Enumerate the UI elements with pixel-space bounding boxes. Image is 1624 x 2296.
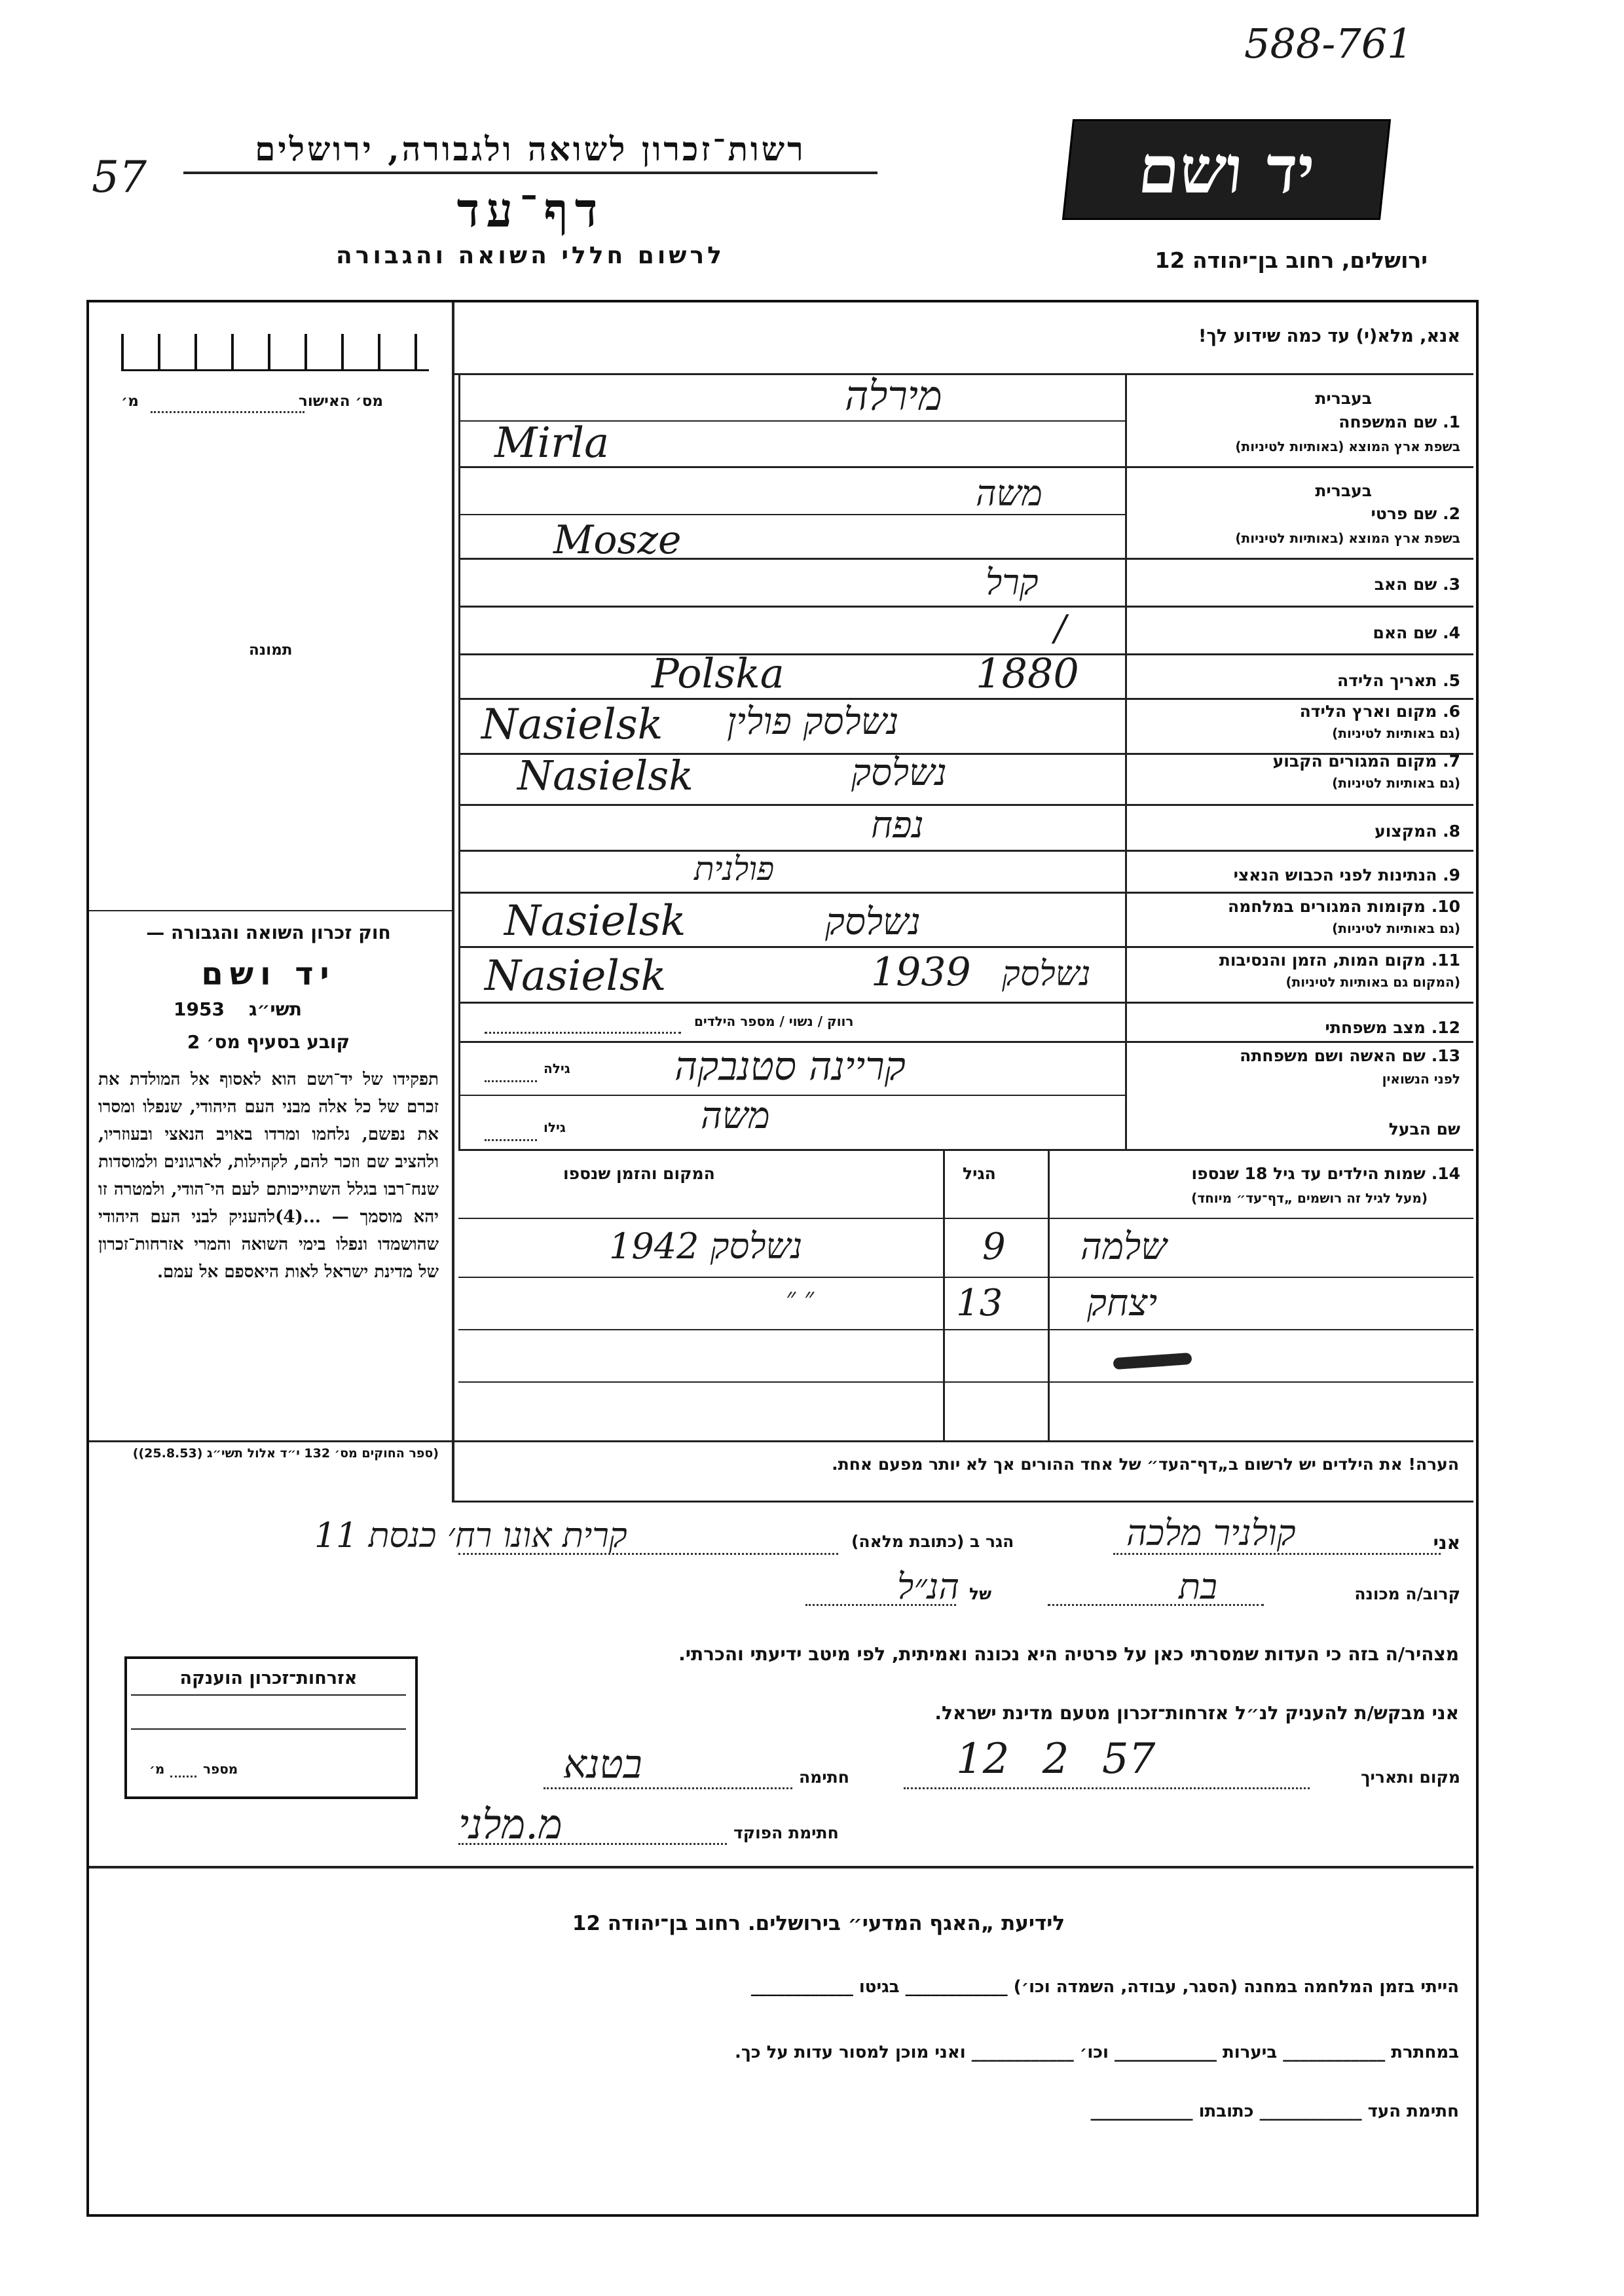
f11-line [458,1002,1473,1004]
f7-value-heb: נשלסק [851,752,947,794]
f12-options-line [485,1032,681,1034]
f4-line [458,653,1473,655]
law-block-top [89,910,452,911]
cert-no-suffix: מ׳ [121,393,139,410]
f11-value-heb: נשלסק [1002,955,1091,994]
f12-label: 12. מצב משפחתי [1325,1018,1460,1037]
law-title: חוק זכרון השואה והגבורה — [146,922,391,943]
cert-barcode [121,334,429,371]
relation-line [1048,1604,1264,1606]
date-value: 12 2 57 [956,1735,1156,1783]
address: ירושלים, רחוב בן־יהודה 12 [1154,247,1428,273]
relation-value: בת [1179,1566,1217,1607]
form-title: דף־עד [456,182,604,238]
children-label: 14. שמות הילדים עד גיל 18 שנספו [1191,1164,1460,1183]
of-line [805,1604,956,1606]
f10-line [458,946,1473,948]
f13-label: 13. שם האשה ושם משפחתה [1240,1046,1460,1065]
remark-bottom-line [452,1501,1473,1503]
f9-value: פולנית [694,850,775,888]
f1-latin-line [458,466,1473,468]
children-bottom-line [89,1440,1473,1442]
f6-value-heb: נשלסק פולין [727,701,899,743]
f9-label: 9. הנתינות לפני הכבוש הנאצי [1233,866,1460,884]
authority-line: רשות־זכרון לשואה ולגבורה, ירושלים [255,130,806,168]
citizenship-no-label: מספר [203,1761,238,1777]
citizenship-line-1 [131,1694,406,1696]
child-2-name: יצחק [1087,1282,1158,1324]
children-note: (מעל לגיל זה רושמים „דף־עד״ מיוחד) [1191,1190,1428,1206]
husband-value: משה [701,1095,770,1137]
f1-value-latin: Mirla [494,419,610,467]
f5-value: 1880 [976,649,1079,697]
data-box-right [1125,373,1127,1149]
f7-value-latin: Nasielsk [517,752,693,799]
cert-no-label: מס׳ האישור [299,393,383,410]
f6-value-latin-country: Polska [652,649,784,697]
child-2-place: ״ ״ [786,1283,815,1313]
f3-line [458,606,1473,608]
bottom-title: לידיעת „האגף המדעי״ בירושלים. רחוב בן־יהודה 12 [572,1912,1065,1935]
f12-line [458,1041,1473,1043]
f10-value-latin: Nasielsk [504,897,686,945]
f13-line [458,1095,1125,1096]
child-row-1-line [458,1277,1473,1278]
child-1-name: שלמה [1080,1226,1167,1268]
bottom-line-1: הייתי בזמן המלחמה במחנה (הסגר, עבודה, השמדה וכו׳) ____________ בגיטו ____________ [750,1977,1459,1997]
f5-line [458,698,1473,700]
f10-label: 10. מקומות המגורים במלחמה [1228,897,1460,916]
f1-latin-label: בשפת ארץ המוצא (באותיות לטיניות) [1235,439,1460,454]
official-sig-label: חתימת הפוקד [733,1823,839,1842]
children-header-line [458,1218,1473,1219]
children-col-1 [943,1149,945,1440]
f1-label: 1. שם המשפחה [1338,412,1460,431]
f7-note: (גם באותיות לטיניות) [1332,775,1460,791]
f8-line [458,850,1473,852]
request: אני מבקש/ת להעניק לנ״ל אזרחות־זכרון מטעם מדינת ישראל. [934,1702,1459,1724]
children-age-header: הגיל [963,1164,996,1183]
f7-label: 7. מקום המגורים הקבוע [1272,752,1460,771]
children-place-header: המקום והזמן שנספו [563,1164,715,1183]
logo-box [1062,119,1391,220]
intro-text: אנא, מלא(י) עד כמה שידוע לך! [1198,326,1460,346]
remark: הערה! את הילדים יש לרשום ב„דף־העד״ של אחד ההורים אך לא יותר מפעם אחת. [832,1455,1459,1474]
f9-line [458,892,1473,894]
husband-age-label: גילו [544,1120,566,1135]
declaration: מצהיר/ה בזה כי העדות שמסרתי כאן על פרטיה היא נכונה ואמיתית, לפי מיטב ידיעתי והכרתי. [678,1643,1459,1665]
left-column-divider [452,302,454,1501]
child-1-place: נשלסק 1942 [609,1226,803,1267]
f13-value: קריינה סטנבקה [674,1044,906,1089]
f12-options: רווק / נשוי / מספר הילדים [694,1013,854,1029]
official-sig-line [458,1843,727,1845]
law-year: תשי״ג [249,998,302,1020]
f2-label: 2. שם פרטי [1371,504,1460,523]
official-sig-value: מ.מלני [458,1800,563,1848]
f2-heb-line [458,514,1125,515]
authority-underline [183,172,877,174]
f8-value: נפח [871,804,924,847]
f4-label: 4. שם האם [1373,623,1460,642]
husband-age-line [485,1139,537,1141]
date-line [904,1787,1310,1789]
signature-line [544,1787,792,1789]
signature-value: בטנא [563,1741,642,1787]
place-date-label: מקום ותאריך [1361,1768,1460,1787]
signature-label: חתימה [799,1768,849,1787]
children-col-2 [1048,1149,1050,1440]
declarant-name-line [1113,1553,1441,1555]
f8-label: 8. המקצוע [1375,822,1460,841]
citizenship-no-line [170,1776,196,1777]
child-2-age: 13 [956,1282,1003,1324]
declarant-address: קרית אונו רח׳ כנסת 11 [314,1516,627,1556]
law-clause: קובע בסעיף מס׳ 2 [187,1031,350,1053]
husband-label: שם הבעל [1388,1120,1460,1139]
f11-value-year: 1939 [871,949,971,995]
cert-section-bottom [452,373,1473,375]
citizenship-no-suffix: מ׳ [149,1761,165,1777]
f2-heb-label: בעברית [1315,481,1372,500]
form-subtitle: לרשום חללי השואה והגבורה [336,242,725,269]
cert-no-line [151,411,304,413]
bottom-section-top [89,1866,1473,1868]
data-box-left [458,373,460,1149]
husband-line [458,1149,1473,1151]
f2-latin-line [458,558,1473,560]
f6-note: (גם באותיות לטיניות) [1332,725,1460,741]
bottom-line-2: במחתרת ____________ ביערות ____________ וכו׳ ____________ ואני מוכן למסור עדות על כך. [735,2043,1459,2062]
f6-value-latin: Nasielsk [481,701,663,749]
f10-value-heb: נשלסק [825,901,921,943]
f7-line [458,804,1473,806]
f3-value: קרל [986,562,1039,603]
resident-label: הגר ב (כתובת מלאה) [851,1532,1014,1551]
logo-text: יד ושם [1134,131,1319,208]
child-row-2-line [458,1329,1473,1330]
f2-value-latin: Mosze [553,517,682,563]
bottom-line-3: חתימת העד ____________ כתובתו ____________ [1090,2102,1459,2121]
f2-latin-label: בשפת ארץ המוצא (באותיות לטיניות) [1235,530,1460,546]
of-value: הנ״ל [897,1566,959,1607]
photo-label: תמונה [249,642,293,659]
f1-value-heb: מירלה [845,372,942,420]
f6-label: 6. מקום וארץ הלידה [1299,702,1460,721]
law-year-num: 1953 [174,998,225,1020]
f13-age-label: גילה [544,1061,570,1076]
law-text: תפקידו של יד־ושם הוא לאסוף אל המולדת את זכרם של כל אלה מבני העם היהודי, שנפלו ומסרו את נפשם, נלחמו ומרדו באויב הנאצי ובעוזריו, ולהציב שם וזכר להם, לקהילות, לארגונים ולמוסדות שנח־רבו בגלל השתייכותם לעם הי־הודי, ולמטרה זו יהא מוסמך — ...(4)להעניק לבני העם היהודי שהושמדו ונפלו בימי השואה והמרי אזרחות־זכרון של מדינת ישראל לאות היאספם אל עמם. [98,1070,439,1282]
f11-value-latin: Nasielsk [485,952,667,1000]
f13-age-line [485,1080,537,1082]
f10-note: (גם באותיות לטיניות) [1332,920,1460,936]
f3-label: 3. שם האב [1374,575,1460,594]
law-name: יד ושם [201,956,336,993]
relation-label: קרוב/ה מכונה [1354,1584,1460,1603]
f11-label: 11. מקום המות, הזמן והנסיבות [1219,951,1460,970]
f13-sub: לפני הנשואין [1382,1071,1460,1087]
handwritten-page-number: 57 [92,152,147,202]
corner-number: 588-761 [1244,20,1413,67]
declarant-address-line [458,1553,838,1555]
law-ref: (ספר החוקים מס׳ 132 י״ד אלול תשי״ג (25.8.53)) [132,1446,439,1461]
f5-label: 5. תאריך הלידה [1337,671,1460,690]
citizenship-line-2 [131,1728,406,1730]
citizenship-box-title: אזרחות־זכרון הוענקה [179,1668,358,1688]
child-row-3-line [458,1381,1473,1383]
ani-label: אני [1433,1532,1460,1554]
f1-heb-label: בעברית [1315,389,1372,408]
declarant-name: קולניר מלכה [1126,1512,1296,1554]
f2-value-heb: משה [976,473,1043,514]
child-1-age: 9 [982,1226,1006,1268]
of-label: של [969,1584,992,1603]
f11-note: (המקום גם באותיות לטיניות) [1285,974,1460,990]
f4-value: / [1054,608,1067,649]
